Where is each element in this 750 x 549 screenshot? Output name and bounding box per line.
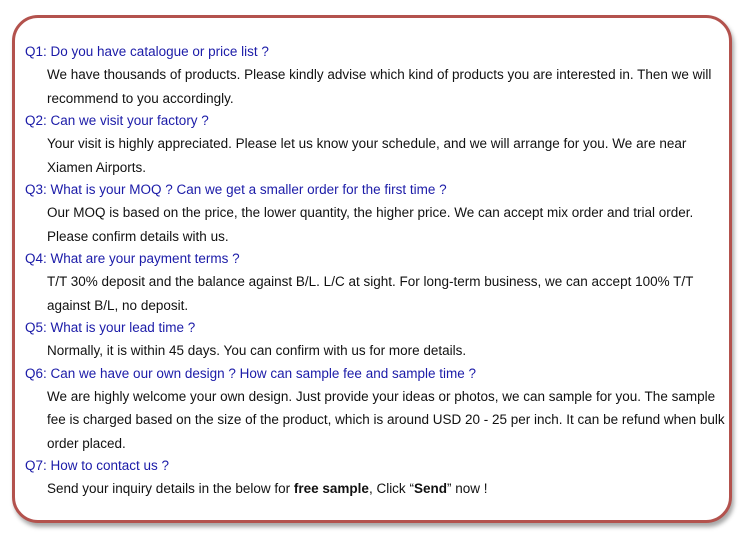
answer-7-text-pre: Send your inquiry details in the below for (47, 481, 294, 496)
faq-question-3: Q3: What is your MOQ ? Can we get a smaller order for the first time ? (25, 182, 447, 197)
faq-question-2: Q2: Can we visit your factory ? (25, 113, 209, 128)
answer-7-text-post: ” now ! (446, 481, 488, 496)
faq-panel (12, 15, 732, 523)
faq-question-5: Q5: What is your lead time ? (25, 320, 196, 335)
faq-list (25, 41, 725, 501)
faq-question-7: Q7: How to contact us ? (25, 458, 170, 473)
send-emphasis: Send (413, 481, 447, 496)
faq-question-1: Q1: Do you have catalogue or price list ? (25, 44, 269, 59)
faq-answer-2: Your visit is highly appreciated. Please let us know your schedule, and we will arrange for you. We are near Xiamen Airports. (47, 136, 687, 175)
faq-question-4: Q4: What are your payment terms ? (25, 251, 240, 266)
faq-answer-6: We are highly welcome your own design. Just provide your ideas or photos, we can sample for you. The sample fee is charged based on the size of the product, which is around USD 20 - 25 per inch. It can be refund when bulk order placed. (47, 388, 725, 451)
free-sample-emphasis: free sample (293, 481, 369, 496)
faq-answer-1: We have thousands of products. Please kindly advise which kind of products you are interested in. Then we will recommend to you accordingly. (47, 67, 712, 106)
faq-answer-5: Normally, it is within 45 days. You can confirm with us for more details. (47, 343, 467, 358)
faq-question-6: Q6: Can we have our own design ? How can sample fee and sample time ? (25, 365, 476, 381)
answer-7-text-mid: , Click “ (368, 481, 414, 496)
faq-answer-3: Our MOQ is based on the price, the lower quantity, the higher price. We can accept mix order and trial order. Please confirm details with us. (47, 205, 694, 244)
faq-answer-7 (25, 477, 725, 501)
faq-answer-4: T/T 30% deposit and the balance against B/L. L/C at sight. For long-term business, we can accept 100% T/T against B/L, no deposit. (47, 274, 694, 313)
